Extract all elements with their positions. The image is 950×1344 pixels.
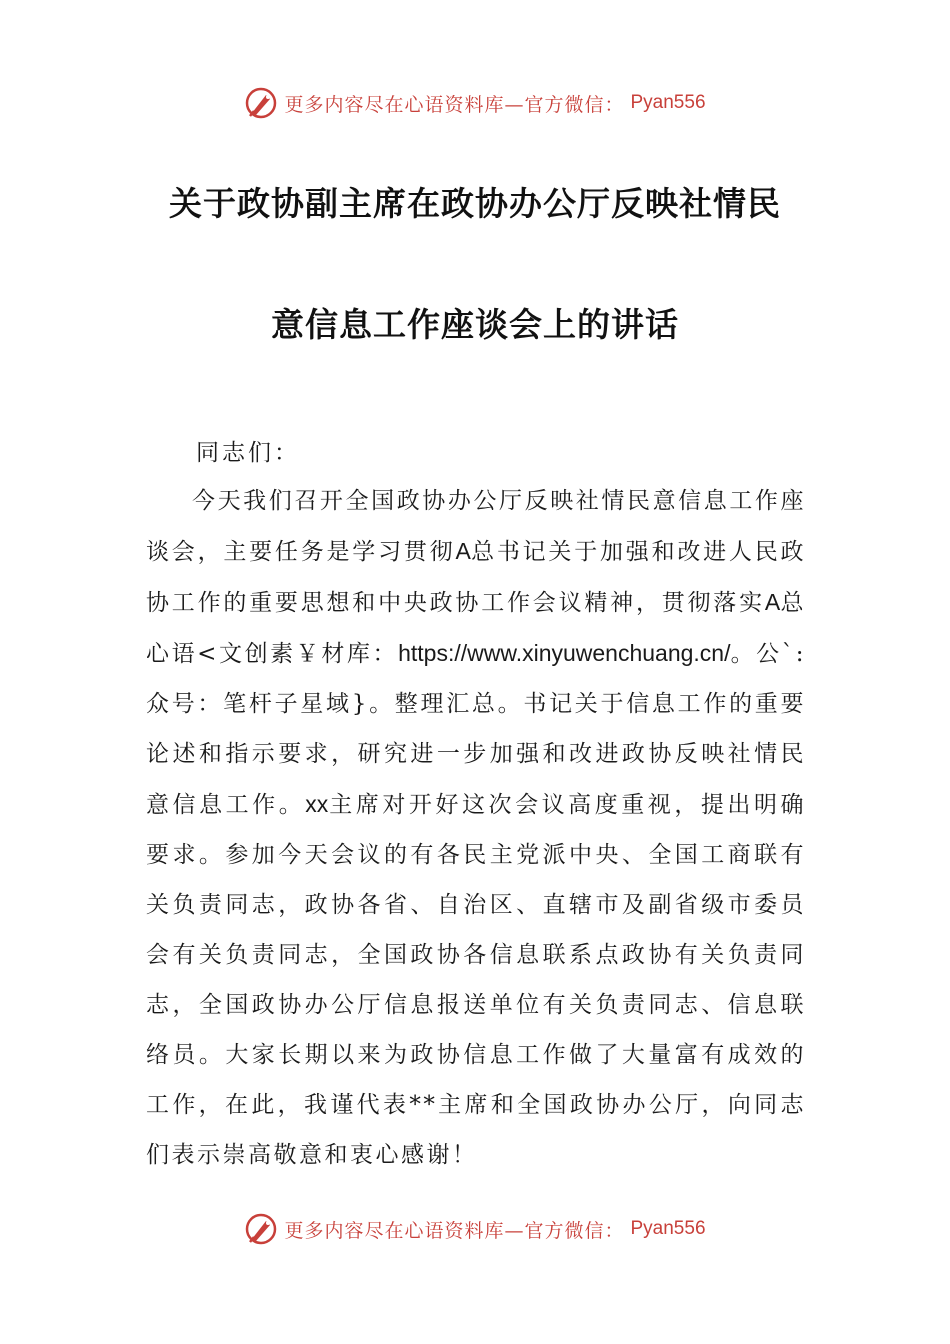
pen-nib-icon <box>244 1212 278 1246</box>
document-title-line-2: 意信息工作座谈会上的讲话 <box>271 305 679 344</box>
paragraph-url: https://www.xinyuwenchuang.cn/ <box>398 640 731 666</box>
paragraph-text: 主席对开好这次会议高度重视，提出明确要求。参加今天会议的有各民主党派中央、全国工商联有关负责同志，政协各省、自治区、直辖市及副省级市委员会有关负责同志，全国政协各信息联系点政协有关负责同志，全国政协办公厅信息报送单位有关负责同志、信息联络员。大家长期以来为政协信息工作做了大量富有成效的工作，在此，我谨代表**主席和全国政协办公厅，向同志们表示崇高敬意和衷心感谢！ <box>146 792 807 1168</box>
paragraph-text: 总心语<文创素￥材库： <box>146 590 807 667</box>
header-watermark <box>0 86 950 120</box>
pen-nib-icon <box>244 86 278 120</box>
watermark-wechat-id: Pyan556 <box>630 92 706 113</box>
watermark-text: 更多内容尽在心语资料库—官方微信： <box>284 1219 625 1242</box>
body-paragraph <box>146 476 806 1180</box>
watermark-text: 更多内容尽在心语资料库—官方微信： <box>284 93 625 116</box>
paragraph-text: 。公`:众号：笔杆子星域}。整理汇总。书记关于信息工作的重要论述和指示要求，研究进一步加强和改进政协反映社情民意信息工作。 <box>146 641 806 818</box>
footer-watermark <box>0 1212 950 1246</box>
paragraph-latin: A <box>764 589 781 615</box>
watermark-wechat-id: Pyan556 <box>630 1218 706 1239</box>
paragraph-text: 总书记关于加强和改进人民政协工作的重要思想和中央政协工作会议精神，贯彻落实 <box>146 539 807 616</box>
paragraph-latin: xx <box>305 791 329 817</box>
paragraph-latin: A <box>455 538 471 564</box>
paragraph-text: 今天我们召开全国政协办公厅反映社情民意信息工作座谈会，主要任务是学习贯彻 <box>146 488 806 565</box>
document-title-line-1: 关于政协副主席在政协办公厅反映社情民 <box>169 184 781 223</box>
greeting: 同志们： <box>196 440 300 466</box>
